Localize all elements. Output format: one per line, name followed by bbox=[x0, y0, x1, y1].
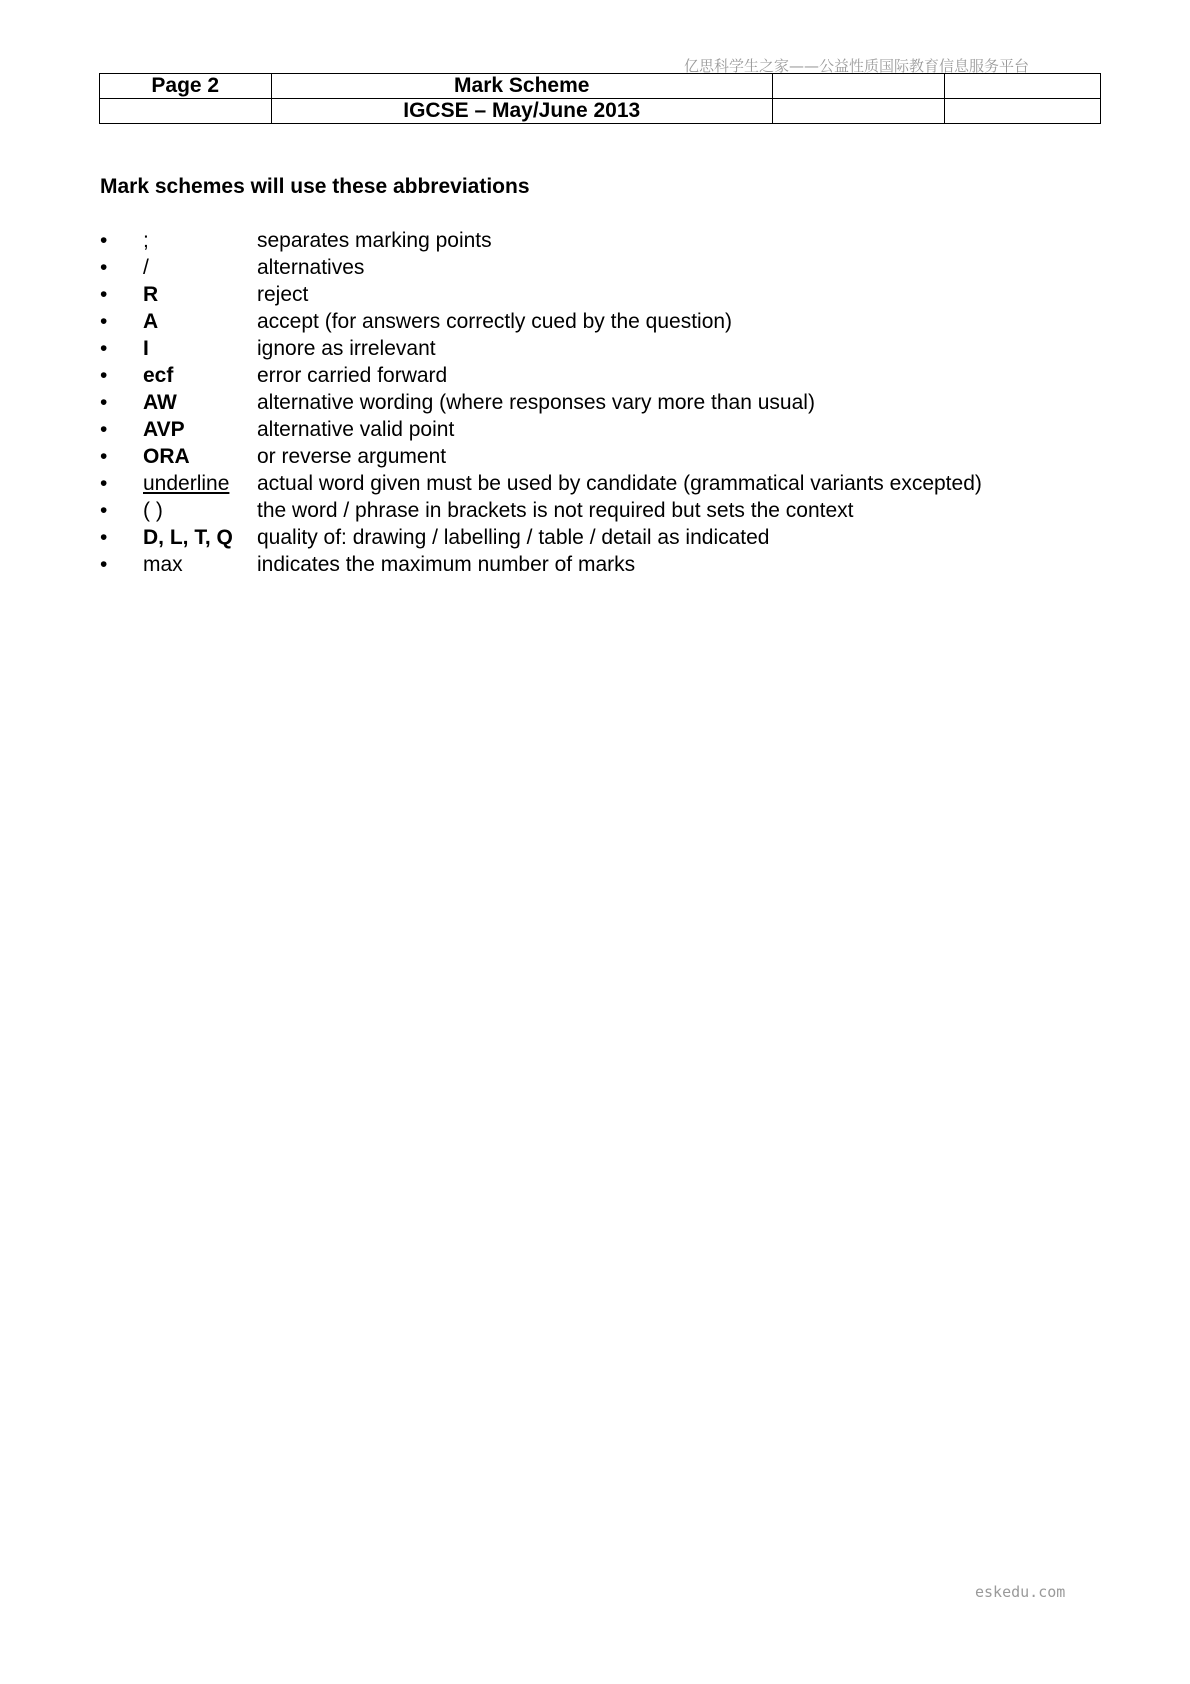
abbreviation: AVP bbox=[143, 418, 185, 441]
abbreviation-meaning: reject bbox=[257, 283, 309, 306]
bullet-icon: • bbox=[100, 445, 108, 468]
abbreviation-meaning: alternatives bbox=[257, 256, 365, 279]
abbreviation: / bbox=[143, 256, 149, 279]
abbreviation: underline bbox=[143, 472, 230, 495]
abbreviation-meaning: alternative wording (where responses vary more than usual) bbox=[257, 391, 815, 414]
bullet-icon: • bbox=[100, 472, 108, 495]
bullet-icon: • bbox=[100, 337, 108, 360]
bullet-icon: • bbox=[100, 229, 108, 252]
header-title: Mark Scheme bbox=[271, 74, 773, 99]
abbreviation-meaning: indicates the maximum number of marks bbox=[257, 553, 636, 576]
header-row-2 bbox=[100, 99, 1101, 124]
abbreviation: I bbox=[143, 337, 149, 360]
watermark-bottom-text: eskedu.com bbox=[975, 1583, 1066, 1601]
abbreviation: A bbox=[143, 310, 159, 333]
abbreviation: max bbox=[143, 553, 183, 576]
abbreviation-meaning: or reverse argument bbox=[257, 445, 447, 468]
header-subtitle: IGCSE – May/June 2013 bbox=[271, 99, 773, 124]
abbreviation: ORA bbox=[143, 445, 190, 468]
bullet-icon: • bbox=[100, 256, 108, 279]
header-row-1 bbox=[100, 74, 1101, 99]
abbreviation: ( ) bbox=[143, 499, 163, 522]
header-cell-empty bbox=[773, 74, 945, 99]
abbreviation-meaning: ignore as irrelevant bbox=[257, 337, 436, 360]
abbreviation: D, L, T, Q bbox=[143, 526, 233, 549]
header-page-number: Page 2 bbox=[100, 74, 272, 99]
abbreviation-meaning: separates marking points bbox=[257, 229, 492, 252]
abbreviation: ; bbox=[143, 229, 149, 252]
header-cell-empty bbox=[944, 99, 1101, 124]
bullet-icon: • bbox=[100, 364, 108, 387]
abbreviation: AW bbox=[143, 391, 177, 414]
bullet-icon: • bbox=[100, 553, 108, 576]
abbreviation: R bbox=[143, 283, 159, 306]
abbreviation-meaning: actual word given must be used by candidate (grammatical variants excepted) bbox=[257, 472, 982, 495]
bullet-icon: • bbox=[100, 526, 108, 549]
header-cell-empty bbox=[944, 74, 1101, 99]
bullet-icon: • bbox=[100, 310, 108, 333]
bullet-icon: • bbox=[100, 418, 108, 441]
abbreviation-meaning: error carried forward bbox=[257, 364, 448, 387]
bullet-icon: • bbox=[100, 391, 108, 414]
header-cell-empty bbox=[773, 99, 945, 124]
abbreviation: ecf bbox=[143, 364, 174, 387]
watermark-top-text: 亿思科学生之家——公益性质国际教育信息服务平台 bbox=[684, 57, 1030, 75]
abbreviation-meaning: quality of: drawing / labelling / table / detail as indicated bbox=[257, 526, 770, 549]
header-cell-empty bbox=[100, 99, 272, 124]
bullet-icon: • bbox=[100, 499, 108, 522]
header-table bbox=[99, 73, 1101, 124]
abbreviation-meaning: alternative valid point bbox=[257, 418, 455, 441]
abbreviation-meaning: the word / phrase in brackets is not required but sets the context bbox=[257, 499, 854, 522]
section-heading: Mark schemes will use these abbreviations bbox=[100, 175, 530, 198]
abbreviation-meaning: accept (for answers correctly cued by the question) bbox=[257, 310, 733, 333]
bullet-icon: • bbox=[100, 283, 108, 306]
